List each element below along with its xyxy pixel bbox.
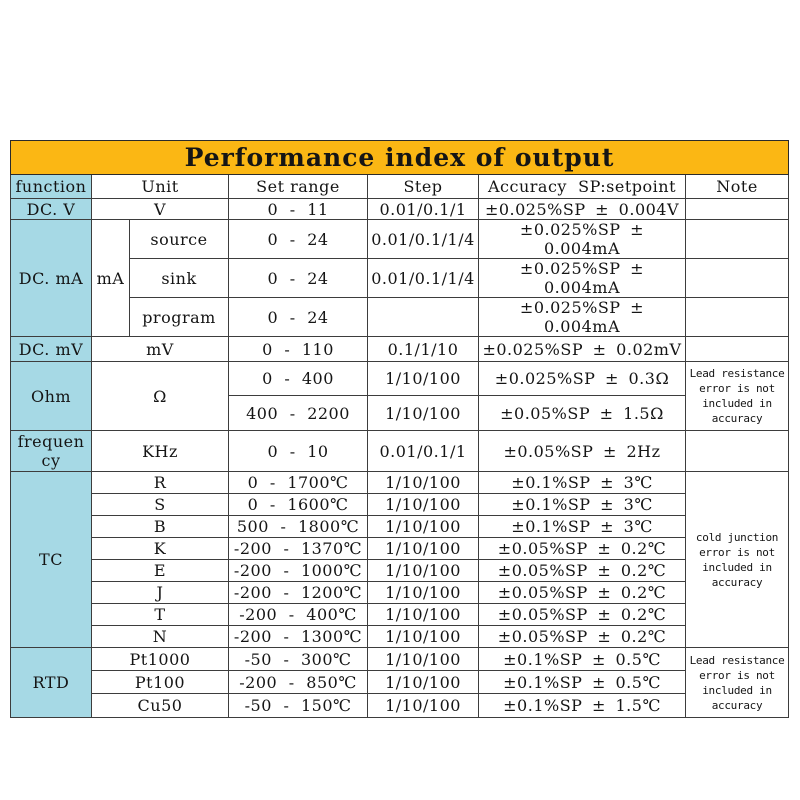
cell-unit: mV (92, 337, 229, 362)
cell-range: 0 - 400 (229, 362, 368, 396)
cell-function: DC. V (11, 199, 92, 220)
cell-accuracy: ±0.1%SP ± 0.5℃ (479, 648, 686, 671)
cell-step: 0.01/0.1/1/4 (368, 259, 479, 298)
col-header-accuracy: Accuracy SP:setpoint (479, 175, 686, 199)
row-tc-k (11, 538, 789, 560)
cell-note-empty (686, 199, 789, 220)
cell-type: J (92, 582, 229, 604)
cell-step: 1/10/100 (368, 626, 479, 648)
cell-step: 0.01/0.1/1/4 (368, 220, 479, 259)
cell-mode: program (130, 298, 229, 337)
cell-type: Cu50 (92, 694, 229, 718)
cell-step: 1/10/100 (368, 560, 479, 582)
cell-step: 1/10/100 (368, 396, 479, 431)
cell-accuracy: ±0.05%SP ± 2Hz (479, 431, 686, 472)
cell-step: 1/10/100 (368, 538, 479, 560)
cell-step: 1/10/100 (368, 582, 479, 604)
cell-unit: V (92, 199, 229, 220)
cell-range: 0 - 110 (229, 337, 368, 362)
row-dc-mv (11, 337, 789, 362)
table-title: Performance index of output (11, 141, 789, 175)
cell-type: Pt1000 (92, 648, 229, 671)
performance-table (10, 140, 789, 718)
cell-accuracy: ±0.1%SP ± 3℃ (479, 494, 686, 516)
cell-step: 1/10/100 (368, 472, 479, 494)
cell-accuracy: ±0.025%SP ± 0.004mA (479, 298, 686, 337)
cell-step: 1/10/100 (368, 362, 479, 396)
cell-function: frequency (11, 431, 92, 472)
cell-range: -200 - 1000℃ (229, 560, 368, 582)
cell-range: 0 - 1600℃ (229, 494, 368, 516)
col-header-step: Step (368, 175, 479, 199)
cell-step: 1/10/100 (368, 494, 479, 516)
note-lead-resistance: Lead resistance error is not included in accuracy (686, 648, 789, 718)
row-dc-v (11, 199, 789, 220)
cell-unit: Ω (92, 362, 229, 431)
row-tc-t (11, 604, 789, 626)
cell-accuracy: ±0.025%SP ± 0.004V (479, 199, 686, 220)
cell-accuracy: ±0.05%SP ± 0.2℃ (479, 582, 686, 604)
cell-accuracy: ±0.025%SP ± 0.02mV (479, 337, 686, 362)
cell-range: -200 - 1370℃ (229, 538, 368, 560)
cell-range: -50 - 300℃ (229, 648, 368, 671)
row-tc-n (11, 626, 789, 648)
cell-range: 0 - 11 (229, 199, 368, 220)
cell-accuracy: ±0.1%SP ± 3℃ (479, 472, 686, 494)
cell-accuracy: ±0.05%SP ± 0.2℃ (479, 626, 686, 648)
col-header-unit: Unit (92, 175, 229, 199)
cell-type: E (92, 560, 229, 582)
cell-range: 500 - 1800℃ (229, 516, 368, 538)
col-header-note: Note (686, 175, 789, 199)
cell-range: -50 - 150℃ (229, 694, 368, 718)
cell-function: RTD (11, 648, 92, 718)
cell-type: T (92, 604, 229, 626)
cell-note-empty (686, 337, 789, 362)
cell-note-empty (686, 220, 789, 259)
row-tc-s (11, 494, 789, 516)
cell-range: -200 - 400℃ (229, 604, 368, 626)
cell-accuracy: ±0.1%SP ± 1.5℃ (479, 694, 686, 718)
cell-note-empty (686, 259, 789, 298)
cell-accuracy: ±0.05%SP ± 0.2℃ (479, 560, 686, 582)
cell-accuracy: ±0.05%SP ± 0.2℃ (479, 538, 686, 560)
cell-step: 1/10/100 (368, 648, 479, 671)
cell-function: TC (11, 472, 92, 648)
cell-step-empty (368, 298, 479, 337)
cell-type: N (92, 626, 229, 648)
cell-accuracy: ±0.025%SP ± 0.004mA (479, 259, 686, 298)
row-tc-r (11, 472, 789, 494)
cell-accuracy: ±0.025%SP ± 0.004mA (479, 220, 686, 259)
cell-range: 0 - 10 (229, 431, 368, 472)
cell-accuracy: ±0.025%SP ± 0.3Ω (479, 362, 686, 396)
cell-range: -200 - 850℃ (229, 671, 368, 694)
row-tc-e (11, 560, 789, 582)
row-frequency (11, 431, 789, 472)
cell-note-empty (686, 431, 789, 472)
cell-range: -200 - 1200℃ (229, 582, 368, 604)
cell-range: 0 - 1700℃ (229, 472, 368, 494)
row-rtd-pt1000 (11, 648, 789, 671)
cell-accuracy: ±0.05%SP ± 0.2℃ (479, 604, 686, 626)
note-cold-junction: cold junction error is not included in accuracy (686, 472, 789, 648)
cell-step: 1/10/100 (368, 671, 479, 694)
cell-step: 0.1/1/10 (368, 337, 479, 362)
col-header-set-range: Set range (229, 175, 368, 199)
cell-range: 0 - 24 (229, 298, 368, 337)
cell-note-empty (686, 298, 789, 337)
cell-step: 0.01/0.1/1 (368, 199, 479, 220)
cell-type: K (92, 538, 229, 560)
title-row (11, 141, 789, 175)
cell-type: R (92, 472, 229, 494)
cell-type: B (92, 516, 229, 538)
row-ohm-low (11, 362, 789, 396)
cell-mode: sink (130, 259, 229, 298)
cell-step: 1/10/100 (368, 604, 479, 626)
cell-function: DC. mA (11, 220, 92, 337)
header-row (11, 175, 789, 199)
cell-accuracy: ±0.1%SP ± 0.5℃ (479, 671, 686, 694)
cell-step: 0.01/0.1/1 (368, 431, 479, 472)
cell-type: S (92, 494, 229, 516)
note-lead-resistance: Lead resistance error is not included in accuracy (686, 362, 789, 431)
cell-function: Ohm (11, 362, 92, 431)
cell-unit: mA (92, 220, 130, 337)
col-header-function: function (11, 175, 92, 199)
cell-mode: source (130, 220, 229, 259)
row-tc-b (11, 516, 789, 538)
cell-unit: KHz (92, 431, 229, 472)
row-rtd-pt100 (11, 671, 789, 694)
cell-range: 0 - 24 (229, 259, 368, 298)
cell-step: 1/10/100 (368, 516, 479, 538)
row-rtd-cu50 (11, 694, 789, 718)
cell-range: -200 - 1300℃ (229, 626, 368, 648)
cell-accuracy: ±0.1%SP ± 3℃ (479, 516, 686, 538)
cell-accuracy: ±0.05%SP ± 1.5Ω (479, 396, 686, 431)
cell-type: Pt100 (92, 671, 229, 694)
row-dc-ma-source (11, 220, 789, 259)
cell-step: 1/10/100 (368, 694, 479, 718)
cell-range: 400 - 2200 (229, 396, 368, 431)
cell-function: DC. mV (11, 337, 92, 362)
cell-range: 0 - 24 (229, 220, 368, 259)
row-tc-j (11, 582, 789, 604)
